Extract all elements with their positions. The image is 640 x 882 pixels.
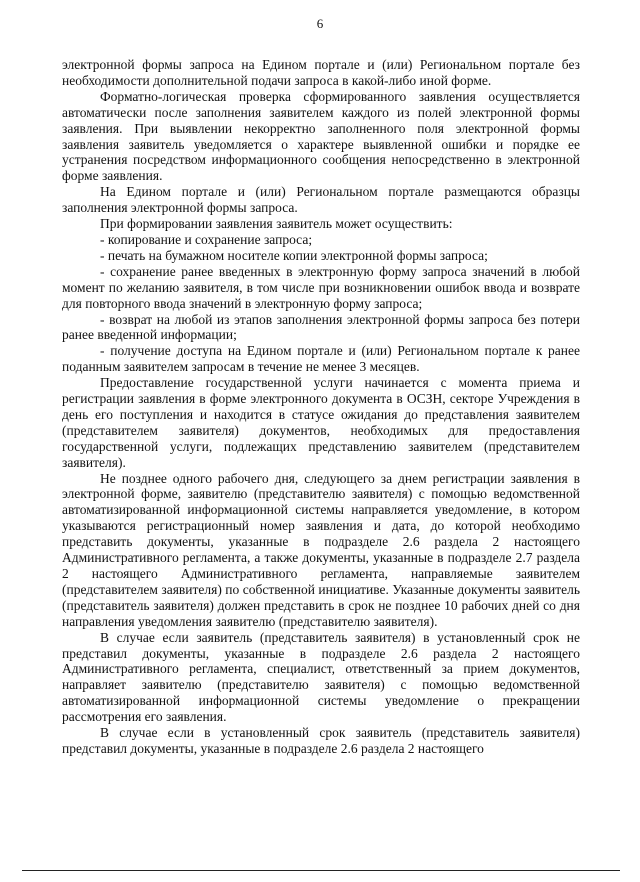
list-item-return-stage: - возврат на любой из этапов заполнения электронной формы запроса без потери ранее введенной информации; (62, 311, 580, 343)
document-body (62, 57, 580, 757)
paragraph-samples: На Едином портале и (или) Региональном портале размещаются образцы заполнения электронной формы запроса. (62, 184, 580, 216)
list-item-access-requests: - получение доступа на Едином портале и (или) Региональном портале к ранее поданным заявителем запросам в течение не менее 3 месяцев. (62, 343, 580, 375)
paragraph-list-intro: При формировании заявления заявитель может осуществить: (100, 216, 453, 232)
paragraph-documents-submitted: В случае если в установленный срок заявитель (представитель заявителя) представил документы, указанные в подразделе 2.6 раздела 2 настоящего (62, 725, 580, 756)
paragraph-notification: Не позднее одного рабочего дня, следующего за днем регистрации заявления в электронной форме, заявителю (представителю заявителя) с помощью ведомственной автоматизированной информационной системы направляется уведомление, в котором указываются регистрационный номер заявления и дата, до которой необходимо представить документы, указанные в подразделе 2.6 раздела 2 настоящего Административного регламента, а также документы, указанные в подразделе 2.7 раздела 2 настоящего Административного регламента, направляемые заявителем (представителем заявителя) по собственной инициативе. Указанные документы заявитель (представитель заявителя) должен представить в срок не позднее 10 рабочих дней со дня направления уведомления заявителю (представителю заявителя). (62, 470, 580, 629)
list-item-print: - печать на бумажном носителе копии электронной формы запроса; (100, 247, 488, 263)
paragraph-continuation: электронной формы запроса на Едином портале и (или) Региональном портале без необходимости дополнительной подачи запроса в какой-либо иной форме. (62, 57, 580, 88)
paragraph-service-start: Предоставление государственной услуги начинается с момента приема и регистрации заявления в форме электронного документа в ОСЗН, секторе Учреждения в день его поступления и находится в статусе ожидания до представления заявителем (представителем заявителя) документов, необходимых для предоставления государственной услуги, подлежащих представлению заявителем (представителем заявителя). (62, 375, 580, 470)
paragraph-termination: В случае если заявитель (представитель заявителя) в установленный срок не представил документы, указанные в подразделе 2.6 раздела 2 настоящего Административного регламента, специалист, ответственный за прием документов, направляет заявителю (представителю заявителя) с помощью ведомственной автоматизированной информационной системы уведомление о прекращении рассмотрения его заявления. (62, 629, 580, 725)
paragraph-format-check: Форматно-логическая проверка сформированного заявления осуществляется автоматически после заполнения заявителем каждого из полей электронной формы заявления. При выявлении некорректно заполненного поля электронной формы заявления заявитель уведомляется о характере выявленной ошибки и порядке ее устранения посредством информационного сообщения непосредственно в электронной форме заявления. (62, 88, 580, 184)
list-item-save-values: - сохранение ранее введенных в электронную форму запроса значений в любой момент по желанию заявителя, в том числе при возникновении ошибок ввода и возврате для повторного ввода значений в электронную форму запроса; (62, 263, 580, 311)
footer-divider (22, 870, 620, 871)
list-item-copy-save: - копирование и сохранение запроса; (100, 231, 313, 247)
page-number: 6 (316, 16, 324, 31)
